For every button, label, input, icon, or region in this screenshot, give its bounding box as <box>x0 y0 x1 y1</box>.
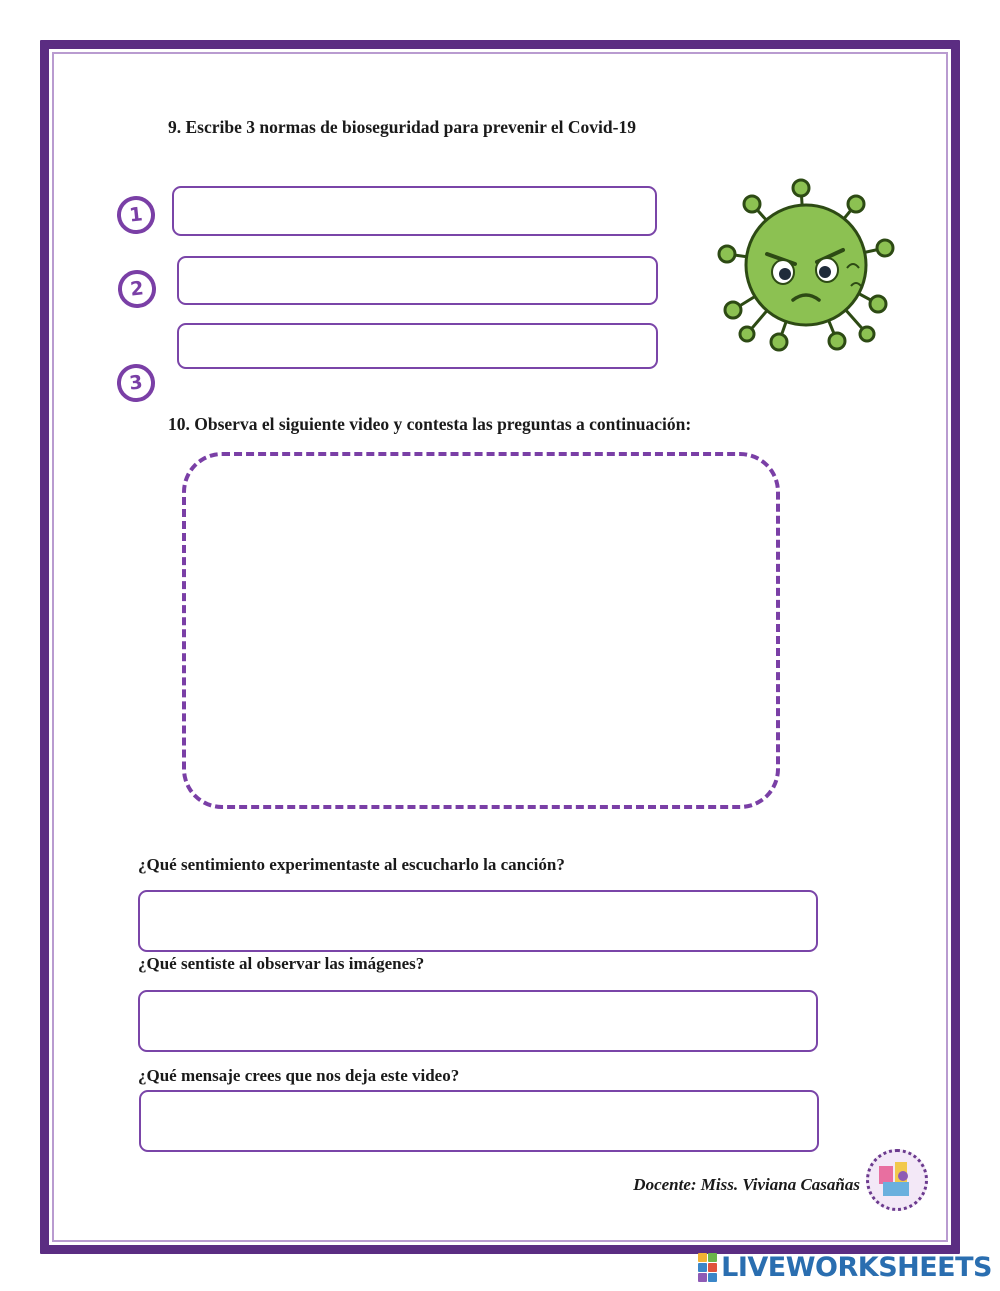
number-badge-3: 3 <box>115 362 157 404</box>
angry-virus-icon <box>715 176 897 354</box>
question-feeling-song: ¿Qué sentimiento experimentaste al escucharlo la canción? <box>138 855 565 874</box>
teacher-signature: Docente: Miss. Viviana Casañas <box>633 1175 860 1194</box>
question-feeling-images: ¿Qué sentiste al observar las imágenes? <box>138 954 425 973</box>
biosecurity-answer-3[interactable] <box>177 323 658 369</box>
number-badge-2: 2 <box>116 268 158 310</box>
question-10-title: 10. Observa el siguiente video y contesta las preguntas a continuación: <box>168 414 692 434</box>
question-9-title: 9. Escribe 3 normas de bioseguridad para prevenir el Covid-19 <box>168 117 636 137</box>
biosecurity-answer-1[interactable] <box>172 186 657 236</box>
biosecurity-answer-2[interactable] <box>177 256 658 305</box>
answer-feeling-images[interactable] <box>138 990 818 1052</box>
teacher-logo-icon <box>866 1149 928 1211</box>
question-video-message: ¿Qué mensaje crees que nos deja este video? <box>138 1066 460 1085</box>
answer-feeling-song[interactable] <box>138 890 818 952</box>
answer-video-message[interactable] <box>139 1090 819 1152</box>
brand-name: LIVEWORKSHEETS <box>721 1252 992 1283</box>
video-frame[interactable] <box>182 452 780 809</box>
brand-mark-icon <box>698 1253 717 1282</box>
number-badge-1: 1 <box>115 194 157 236</box>
liveworksheets-logo <box>698 1252 992 1283</box>
